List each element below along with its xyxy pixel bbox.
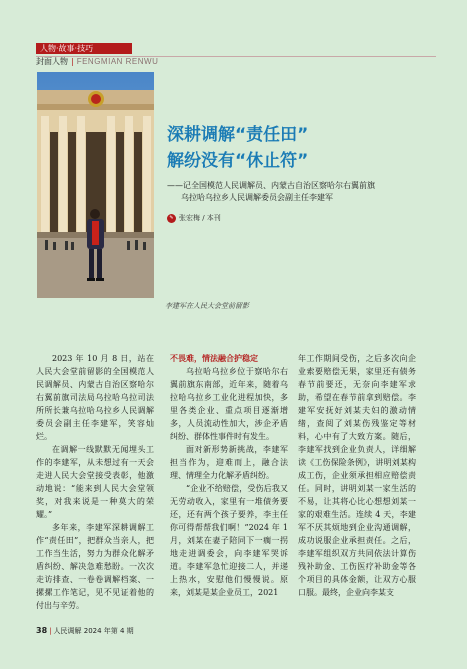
section-title-cn: 封面人物 bbox=[36, 57, 68, 66]
paragraph: 乌拉哈乌拉乡位于察哈尔右翼前旗东南部，近年来，随着乌拉哈乌拉乡工业化进程加快，多里各类企业、重点项目逐渐增多，人员流动性加大，涉企矛盾纠纷、群体性事件时有发生。 bbox=[170, 367, 288, 441]
magazine-name: 人民调解 bbox=[53, 627, 82, 635]
paragraph: 年工作期间受伤，之后多次向企业索要赔偿无果，家里还有债务春节前要还，无奈向李建军求助，希望在春节前拿到赔偿。李建军安抚好刘某夫妇的激动情绪，查阅了刘某伤残鉴定等材料，心中有了大致方案。随后，李建军找到企业负责人，详细解读《工伤保险条例》，讲明刘某构成工伤，企业须承担相应赔偿责任。同时，讲明刘某一家生活的不易，让其将心比心想想刘某一家的艰难生活。连续 4 天，李建军不厌其烦地到企业沟通调解，成功说服企业承担责任。之后，李建军组织双方共同依法计算伤残补助金、工伤医疗补助金等各个项目的具体金额，让双方心服口服。最终，企业向李某支 bbox=[298, 354, 416, 597]
paragraph: 面对新形势新挑战，李建军担当作为，迎难而上，融合法理、情理全力化解矛盾纠纷。 bbox=[170, 445, 288, 480]
paragraph: 在调解一线默默无闻埋头工作的李建军，从未想过有一天会走进人民大会堂接受表彰，他激动地说：“能来到人民大会堂领奖，对我来说是一种莫大的荣耀。” bbox=[36, 445, 154, 519]
section-title-en: FENGMIAN RENWU bbox=[76, 57, 159, 66]
photo-caption: 李建军在人民大会堂前留影 bbox=[165, 302, 249, 310]
section-separator: | bbox=[71, 57, 74, 66]
subtitle-line2: 乌拉哈乌拉乡人民调解委员会副主任李建军 bbox=[181, 193, 333, 202]
author-byline bbox=[167, 213, 221, 223]
body-column-3 bbox=[298, 352, 416, 599]
article-title-line1: 深耕调解“责任田” bbox=[167, 125, 309, 145]
page-footer bbox=[36, 626, 134, 636]
article-subtitle bbox=[167, 180, 429, 204]
cover-photo bbox=[37, 72, 154, 298]
page-number: 38 bbox=[36, 626, 48, 635]
body-column-2 bbox=[170, 352, 288, 599]
section-header bbox=[36, 56, 158, 67]
subheading: 不畏难，情法融合护稳定 bbox=[170, 354, 258, 363]
body-column-1 bbox=[36, 352, 154, 612]
author-text: 张宏梅 / 本刊 bbox=[179, 214, 221, 222]
great-hall-photo bbox=[37, 72, 154, 298]
category-tag: 人物·故事·技巧 bbox=[40, 44, 94, 53]
paragraph: “企业不给赔偿，受伤后我又无劳动收入，家里有一堆债务要还，还有两个孩子要养，李主任你可得帮帮我们啊！”2024 年 1 月，刘某在妻子陪同下一瘸一拐地走进调委会，向李建军哭诉道。李建军急忙迎接二人，并递上热水，安慰他们慢慢说。原来，刘某是某企业员工，2021 bbox=[170, 484, 288, 597]
subtitle-line1: ——记全国模范人民调解员、内蒙古自治区察哈尔右翼前旗 bbox=[167, 181, 375, 190]
article-title-line2: 解纷没有“休止符” bbox=[167, 151, 309, 171]
author-icon: ✎ bbox=[167, 214, 176, 223]
paragraph: 2023 年 10 月 8 日，站在人民大会堂前留影的全国模范人民调解员、内蒙古自治区察哈尔右翼前旗司法局乌拉哈乌拉司法所所长兼乌拉哈乌拉乡人民调解委员会副主任李建军，笑容灿烂。 bbox=[36, 354, 154, 441]
paragraph: 多年来，李建军深耕调解工作“责任田”，把群众当亲人，把工作当生活，努力为群众化解矛盾纠纷、解决急难愁盼。一次次走访排查、一卷卷调解档案、一摞摞工作笔记，见不见证着他的付出与辛劳。 bbox=[36, 523, 154, 610]
footer-separator: | bbox=[49, 627, 52, 635]
issue-label: 2024 年第 4 期 bbox=[83, 627, 134, 635]
